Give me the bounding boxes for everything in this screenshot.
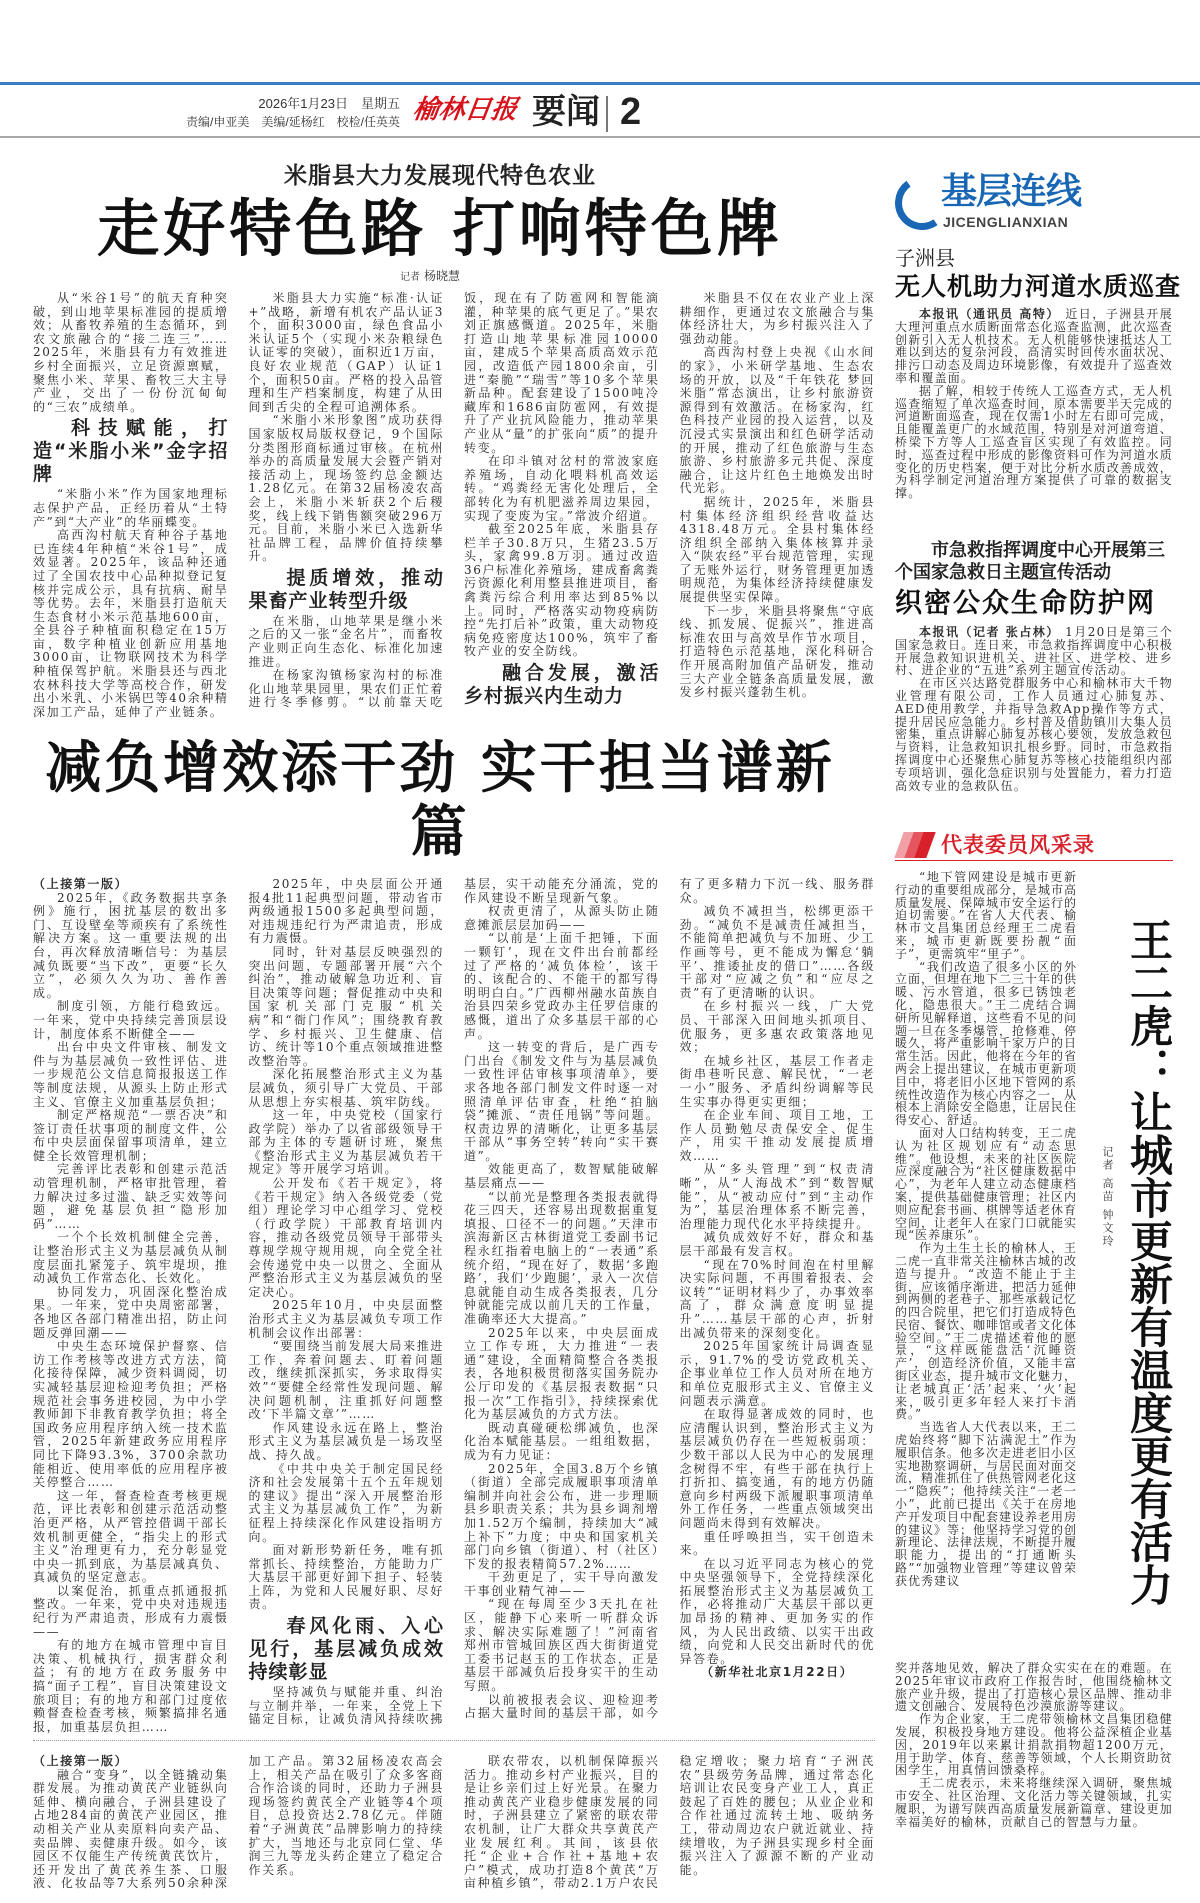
paragraph: 2025年以来，中央层面成立工作专班，大力推进“一表通”建设，全面精简整合各类报表，各地积极贯彻落实国务院办公厅印发的《基层报表数据“只报一次”工作指引》，持续探索优化为基层减负的方式方法。 — [464, 1325, 660, 1422]
paragraph: 据统计，2025年，米脂县村集体经济组织经营收益达4318.48万元。全县村集体经济组织全部纳入集体核算并录入“陕农经”平台规范管理，实现了无账外运行，财务管理更加透明规范，为集体经济持续健康发展提供坚实保障。 — [679, 494, 875, 605]
bottom-article-body — [33, 1755, 875, 1891]
paragraph: 作风建设永远在路上，整治形式主义为基层减负是一场攻坚战、持久战。 — [248, 1420, 444, 1462]
paragraph: 作为企业家，王二虎带领榆林文昌集团稳健发展，积极投身地方建设。他将公益深植企业基因，2019年以来累计捐款捐物超1200万元，用于助学、体育、慈善等领域，个人长期资助贫困学生，用真情回馈桑梓。 — [895, 1712, 1173, 1778]
story1-lead-wrap — [895, 308, 1173, 385]
paragraph: 重任呼唤担当，实干创造未来。 — [679, 1529, 875, 1558]
continued-from-label: （上接第一版） — [33, 877, 129, 891]
paragraph: “现在70%时间泡在村里解决实际问题，不再围着报表、会议转”“证明材料少了，办事效率高了，群众满意度明显提升”……基层干部的心声，折射出减负带来的深刻变化。 — [679, 1257, 875, 1340]
paragraph: 高西沟村航天育种谷子基地已连续4年种植“米谷1号”，成效显著。2025年，该品种还通过了全国农技中心品种拟登记复核并完成公示，具有抗病、耐旱等优势。去年，米脂县打造航天生态食材小米示范基地600亩，全县谷子种植面积稳定在15万亩，数字种植业创新应用基地3000亩，让物联网技术为科学种植保驾护航。米脂县还与西北农林科技大学等高校合作，研发出小米乳、小米锅巴等40余种精深加工产品，延伸了产业链条。 — [33, 528, 229, 719]
paragraph: 完善评比表彰和创建示范活动管理机制，严格审批管理，着力解决过多过滥、缺乏实效等问题，避免基层负担“隐形加码”…… — [33, 1162, 229, 1231]
profile-body-wide — [895, 1662, 1173, 1828]
profile-headline: 王二虎：让城市更新有温度更有活力 — [1123, 918, 1173, 1606]
paragraph: 下一步，米脂县将聚焦“守底线、抓发展、促振兴”，推进高标准农田与高效旱作节水项目，打造特色示范基地，深化科研合作开展高附加值产品研发，推动三大产业全链条高质量发展，激发乡村振兴蓬勃生机。 — [679, 603, 875, 700]
masthead-divider — [606, 96, 608, 132]
paragraph: 在取得显著成效的同时，也应清醒认识到，整治形式主义为基层减负仍存在一些短板弱项：少数干部以人民为中心的发展理念树得不牢，有些干部在执行上打折扣、搞变通，有的地方仍随意向乡村两级下派履职事项清单外工作任务，一些重点领域突出问题尚未得到有效解决。 — [679, 1407, 875, 1530]
paragraph: 公开发布《若干规定》，将《若干规定》纳入各级党委（党组）理论学习中心组学习、党校（行政学院）干部教育培训内容，推动各级党员领导干部带头尊规学规守规用规，向全党全社会传递党中央一以贯之、全面从严整治形式主义为基层减负的坚定决心。 — [248, 1176, 444, 1299]
paragraph: 融合“变身”，以全链撬动集群发展。为推动黄芪产业链纵向延伸、横向融合，子洲县建设了占地284亩的黄芪产业园区，推动相关产业从卖原料向卖产品、卖品牌、卖健康升级。如今，该园区不仅能生产传统黄芪饮片，还开发出了黄芪养生茶、口服液、化妆品等7大系列50余种深加工产品。第32届杨凌农高会上，相关产品在吸引了众多客商合作洽谈的同时，还助力子洲县现场签约黄芪全产业链等4个项目，总投资达2.78亿元。伴随着“子洲黄芪”品牌影响力的持续扩大，当地还与北京同仁堂、华润三九等龙头药企建立了稳定合作关系。 — [33, 1754, 444, 1891]
logo-title: 基层连线 — [941, 171, 1082, 212]
main-article-kicker: 米脂县大力发展现代特色农业 — [284, 163, 596, 189]
subheading: 春风化雨、入心见行，基层减负成效持续彰显 — [248, 1615, 444, 1684]
paragraph: 从“多头管理”到“权责清晰”，从“人海战术”到“数智赋能”，从“被动应付”到“主动作为”，基层治理体系不断完善，治理能力现代化水平持续提升。 — [679, 1162, 875, 1231]
paragraph: 这一年，督查检查考核更规范，评比表彰和创建示范活动整治更严格，从严管控借调干部长效机制更健全，“指尖上的形式主义”治理更有力，充分彰显党中央一抓到底，为基层减真负、真减负的坚定意志。 — [33, 1488, 229, 1585]
continued-from-label: （上接第一版） — [33, 1754, 129, 1768]
story2-kicker: 市急救指挥调度中心开展第三个国家急救日主题宣传活动 — [895, 540, 1165, 583]
profile-byline: 记者 高苗 钟文玲 — [1101, 1146, 1114, 1248]
paragraph: 这一转变的背后，是广西专门出台《制发文件与为基层减负一致性评估审核事项清单》，要求各地各部门制发文件时逐一对照清单评估审查，杜绝“拍脑袋”摊派、“责任甩锅”等问题。权责边界的清晰化，让更多基层干部从“事务空转”转向“实干赛道”。 — [464, 1040, 660, 1163]
column-header-representatives — [895, 832, 1173, 861]
page-number: 2 — [620, 91, 642, 133]
paragraph: “我们改造了很多小区的外立面，但埋在地下二三十年的供暖、污水管道，很多已锈蚀老化，隐患很大。”王二虎结合调研所见解释道，这些看不见的问题一旦在冬季爆管，抢修难、停暖久，将严重影响千家万户的日常生活。因此，他将在今年的省两会上提出建议，在城市更新项目中，将老旧小区地下管网的系统性改造作为核心内容之一，从根本上消除安全隐患，让居民住得安心、舒适。 — [895, 959, 1078, 1128]
paragraph: 2025年，中央层面公开通报4批11起典型问题，带动省市两级通报1500多起典型问题，对违规违纪行为严肃追责，形成有力震慑。 — [248, 877, 444, 946]
paragraph: 中央生态环境保护督察、信访工作考核等改进方式方法，简化接待保障，减少资料调阅，切实减轻基层迎检迎考负担；严格规范社会事务进校园，为中小学教师卸下非教育教学负担；将全国政务应用程序纳入统一技术监管，2025年新建政务应用程序同比下降93.3%，3700余款功能相近、使用率低的应用程序被关停整合…… — [33, 1339, 229, 1490]
paragraph: 一个个长效机制健全完善，让整治形式主义为基层减负从制度层面扎紧笼子、筑牢堤坝，推动减负工作常态化、长效化。 — [33, 1230, 229, 1286]
paragraph: 减负成效好不好，群众和基层干部最有发言权。 — [679, 1230, 875, 1259]
section-name: 要闻 — [532, 93, 600, 131]
logo-pinyin: JICENGLIANXIAN — [943, 214, 1069, 230]
paragraph: “现在每周至少3天扎在社区，能静下心来听一听群众诉求、解决实际难题了！”河南省郑州市管城回族区西大街街道党工委书记赵玉的工作状态，正是基层干部减负后投身实干的生动写照。 — [464, 1597, 660, 1694]
paragraph: 干劲更足了，实干导向激发干事创业精气神—— — [464, 1570, 660, 1598]
paragraph: 权责更清了，从源头防止随意摊派层层加码—— — [464, 904, 660, 932]
editor-credits: 责编/申亚美 美编/延杨红 校检/任英英 — [185, 115, 400, 129]
story2-headline: 织密公众生命防护网 — [895, 588, 1156, 619]
paragraph: 出台中央文件审核、制发文件与为基层减负一致性评估、进一步规范公文信息简报报送工作等制度法规，从源头上防止形式主义、官僚主义加重基层负担； — [33, 1040, 229, 1109]
main-article-body — [33, 292, 875, 719]
paragraph: 坚持减负与赋能并重、纠治与立制并举，一年来，全党上下锚定目标，让减负清风持续吹拂基层，实干动能充分涌流，党的作风建设不断呈现新气象。 — [248, 877, 660, 1727]
story1-body — [895, 308, 1173, 500]
second-article-headline: 减负增效添干劲 实干担当谱新篇 — [45, 735, 835, 865]
paragraph: 高西沟村登上央视《山水间的家》，小米研学基地、生态农场的开放，以及“千年铁花 梦回米脂”常态演出，让乡村旅游资源得到有效激活。在杨家沟，红色科技产业园的投入运营，以及沉浸式实景演出和红色研学活动的开展，推动了红色旅游与生态旅游、乡村旅游多元共促、深度融合，让这片红色土地焕发出时代光彩。 — [679, 345, 875, 496]
grassroots-column-logo — [895, 172, 1095, 232]
paragraph: 2025年，《政务数据共享条例》施行，困扰基层的数出多门、互设壁垒等顽疾有了系统性解决方案。这一重要法规的出台，再次释放清晰信号：为基层减负既要“当下改”，更要“长久立”，必须久久为功、善作善成。 — [33, 890, 229, 1000]
paragraph: 在城乡社区，基层工作者走街串巷听民意、解民忧，“一老一小”服务、矛盾纠纷调解等民生实事办得更实更细； — [679, 1053, 875, 1109]
paragraph: 作为土生土长的榆林人，王二虎一直非常关注榆林古城的改造与提升。“改造不能止于主街，应该循序渐进，把活力延伸到两侧的老巷子、那些承载记忆的四合院里，把它们打造成特色民宿、餐饮、咖啡馆或者文化体验空间。”王二虎描述着他的愿景，“这样既能盘活‘沉睡资产’，创造经济价值，又能丰富街区业态，提升城市文化魅力，让老城真正‘活’起来、‘火’起来，吸引更多年轻人来打卡消费。” — [895, 1241, 1078, 1422]
subheading: 融合发展，激活乡村振兴内生动力 — [464, 662, 660, 708]
paragraph: “以前是‘上面千把锤，下面一颗钉’，现在文件出台前都经过了严格的‘减负体检’，该干的、该配合的、不能干的都写得明明白白。”广西柳州融水苗族自治县四荣乡党政办主任罗信康的感慨，道出了众多基层干部的心声。 — [464, 931, 660, 1041]
paragraph: 当选省人大代表以来，王二虎始终将“脚下沾满泥土”作为履职信条。他多次走进老旧小区实地勘察调研，与居民面对面交流，精准抓住了供热管网老化这一“隐疾”；他持续关注“一老一小”，此前已提出《关于在房地产开发项目中配套建设养老用房的建议》等；他坚持学习党的创新理论、法律法规，不断提升履职能力，提出的“打通断头路”“加强物业管理”等建议曾荣获优秀建议 — [895, 1420, 1078, 1588]
paragraph: 奖并落地见效，解决了群众实实在在的难题。在2025年审议市政府工作报告时，他围绕榆林文旅产业升级，提出了打造核心景区品牌、推动非遗文创融合、发展特色沙漠旅游等建议。 — [895, 1661, 1173, 1714]
paragraph: 既动真碰硬松绑减负，也深化治本赋能基层。一组组数据，成为有力见证： — [464, 1420, 660, 1462]
paragraph: 面对人口结构转变，王二虎认为社区规划应有“动态思维”。他设想，未来的社区医院应深度融合为“社区健康数据中心”，为老年人建立动态健康档案，提供基础健康管理；社区内则应配套书画、棋牌等适老休育空间，让老年人在家门口就能实现“医养康乐”。 — [895, 1125, 1078, 1243]
paragraph: 以案促治，抓重点抓通报抓整改。一年来，党中央对违规违纪行为严肃追责，形成有力震慑—— — [33, 1583, 229, 1639]
paragraph: 2025年10月，中央层面整治形式主义为基层减负专项工作机制会议作出部署： — [248, 1298, 444, 1340]
paragraph: 王二虎表示，未来将继续深入调研，聚焦城市安全、社区治理、文化活力等关键领域，扎实履职，为谱写陕西高质量发展新篇章、建设更加幸福美好的榆林，贡献自己的智慧与力量。 — [895, 1776, 1173, 1829]
paragraph: “米脂小米”作为国家地理标志保护产品，正经历着从“土特产”到“大产业”的华丽蝶变。 — [33, 487, 229, 529]
paragraph: 近日，子洲县开展大理河重点水质断面常态化巡查监测，此次巡查创新引入无人机技术。无人机能够快速抵达人工难以到达的复杂河段，高清实时回传水面状况、排污口动态及周边环境影像，有效提升了巡查效率和覆盖面。 — [895, 307, 1173, 385]
paragraph: 制定严格规范“一票否决”和签订责任状事项的制度文件，公布中央层面保留事项清单，建立健全长效管理机制； — [33, 1108, 229, 1163]
subheading: 提质增效，推动果畜产业转型升级 — [248, 566, 444, 612]
paragraph: 以前被报表会议、迎检迎考占据大量时间的基层干部，如今有了更多精力下沉一线、服务群众。 — [464, 877, 875, 1721]
section-divider — [33, 1740, 875, 1741]
profile-body-narrow — [895, 871, 1077, 1588]
paragraph: 深化拓展整治形式主义为基层减负，须引导广大党员、干部从思想上夯实根基、筑牢防线。 — [248, 1067, 444, 1109]
story2-body — [895, 626, 1173, 792]
paragraph: 米脂县不仅在农业产业上深耕细作，更通过农文旅融合与集体经济壮大，为乡村振兴注入了强劲动能。 — [679, 291, 875, 346]
paragraph: 在市区兴达路党群服务中心和榆林市大千物业管理有限公司，工作人员通过心肺复苏、AED使用教学，并指导急救App操作等方式，提升居民应急能力。乡村普及借助镇川大集人员密集，重点讲解心肺复苏核心要领，发放急救包与资料，让急救知识扎根乡野。同时，市急救指挥调度中心还聚焦心肺复苏等核心技能组织内部专项培训，强化急症识别与处置能力，着力打造高效专业的急救队伍。 — [895, 676, 1173, 793]
paragraph: 在企业车间、项目工地，工作人员勤勉尽责保安全、促生产，用实干推动发展提质增效…… — [679, 1108, 875, 1163]
paragraph: “要围绕当前发展大局来推进工作，奔着问题去、盯着问题改，继续抓深抓实，务求取得实效”“要健全经常性发现问题、解决问题机制，注重抓好问题整改‘下半篇文章’”…… — [248, 1339, 444, 1422]
story1-lead: 本报讯（通讯员 高特） — [919, 307, 1060, 321]
paragraph: 在米脂，山地苹果是继小米之后的又一张“金名片”，而畜牧产业则正向生态化、标准化加速推进。 — [248, 613, 444, 669]
paragraph: 面对新形势新任务，唯有抓常抓长、持续整治，方能助力广大基层干部更好卸下担子、轻装上阵，为党和人民履好职、尽好责。 — [248, 1543, 444, 1612]
paragraph: 从“米谷1号”的航天育种突破，到山地苹果标准园的提质增效；从畜牧养殖的生态循环，到农文旅融合的“接二连三”……2025年，米脂县有力有效推进乡村全面振兴，立足资源禀赋，聚焦小米、苹果、畜牧三大主导产业，交出了一份份沉甸甸的“三农”成绩单。 — [33, 291, 229, 414]
paragraph: 据了解，相较于传统人工巡查方式，无人机巡查缩短了单次巡查时间，原本需要半天完成的河道断面巡查，现在仅需1小时左右即可完成，且能覆盖更广的水域范围，特别是对河道弯道、桥梁下方等人工巡查盲区实现了有效监控。同时，巡查过程中形成的影像资料可作为河道水质变化的历史档案，便于对比分析水质改善成效，为科学制定河道治理方案提供了可靠的数据支撑。 — [895, 383, 1173, 501]
story2-lead: 本报讯（记者 张占林） — [919, 625, 1060, 639]
newspaper-logo: 榆林日报 — [410, 95, 520, 125]
masthead-top-rule — [0, 82, 1200, 85]
paragraph: 制度引领，方能行稳致远。一年来，党中央持续完善顶层设计，制度体系不断健全—— — [33, 999, 229, 1041]
paragraph: 这一年，中央党校（国家行政学院）举办了以省部级领导干部为主体的专题研讨班，聚焦《整治形式主义为基层减负若干规定》等开展学习培训。 — [248, 1108, 444, 1177]
story1-kicker: 子洲县 — [895, 246, 955, 270]
paragraph: 在乡村振兴一线，广大党员、干部深入田间地头抓项目、优服务，更多惠农政策落地见效； — [679, 999, 875, 1055]
paragraph: “以前光是整理各类报表就得花三四天，还容易出现数据重复填报、口径不一的问题。”天津市滨海新区古林街道党工委副书记程永红指着电脑上的“一表通”系统介绍，“现在好了，数据‘多跑路’，我们‘少跑腿’，录入一次信息就能自动生成各类报表，几分钟就能完成以前几天的工作量，准确率还大大提高。” — [464, 1189, 660, 1326]
paragraph: 在印斗镇对岔村的常波家庭养殖场，自动化喂料机高效运转。“鸡粪经无害化处理后，全部转化为有机肥滋养周边果园，实现了变废为宝。”常波介绍道。 — [464, 454, 660, 523]
paragraph: 《中共中央关于制定国民经济和社会发展第十五个五年规划的建议》提出“深入开展整治形式主义为基层减负工作”，为新征程上持续深化作风建设指明方向。 — [248, 1461, 444, 1544]
paragraph: 减负不减担当，松绑更添干劲。“减负不是减责任减担当，不能简单把减负与不加班、少工作画等号，更不能成为懈怠‘躺平’、推诿扯皮的借口”……各级干部对“应减之负”和“应尽之责”有了更清晰的认识。 — [679, 904, 875, 1000]
paragraph: 米脂县大力实施“标准·认证+”战略，新增有机农产品认证3个，面积3000亩，绿色食品小米认证5个（实现小米杂粮绿色认证零的突破），面积近1万亩，良好农业规范（GAP）认证1个，面积50亩。严格的投入品管理和生产档案制度，构建了从田间到舌尖的全程可追溯体系。 — [248, 291, 444, 414]
paragraph: 协同发力，巩固深化整治成果。一年来，党中央周密部署，各地区各部门精准出招，防止问题反弹回潮—— — [33, 1284, 229, 1340]
paragraph: 在以习近平同志为核心的党中央坚强领导下，全党持续深化拓展整治形式主义为基层减负工作，必将推动广大基层干部以更加昂扬的精神、更加务实的作风，为人民出政绩、以实干出政绩，向党和人民交出新时代的优异答卷。 — [679, 1556, 875, 1666]
paragraph: 截至2025年底，米脂县存栏羊子30.8万只，生猪23.5万头，家禽99.8万羽。通过改造36户标准化养殖场，建成畜禽粪污资源化利用整县推进项目，畜禽粪污综合利用率达到85%以上。同时，严格落实动物疫病防控“先打后补”政策，重大动物疫病免疫密度达100%，筑牢了畜牧产业的安全防线。 — [464, 522, 660, 659]
paragraph: 2025年国家统计局调查显示，91.7%的受访党政机关、企事业单位工作人员对所在地方和单位克服形式主义、官僚主义问题表示满意。 — [679, 1339, 875, 1408]
story1-headline: 无人机助力河道水质巡查 — [895, 272, 1182, 301]
paragraph: 联农带农，以机制保障振兴活力。推动乡村产业振兴，目的是让乡亲们过上好光景。在聚力推动黄芪产业稳步健康发展的同时，子洲县建立了紧密的联农带农机制，让广大群众共享黄芪产业发展红利。其间，该县依托“企业+合作社+基地+农户”模式，成功打造8个黄芪“万亩种植乡镇”，带动2.1万户农民稳定增收；聚力培育“子洲芪农”县级劳务品牌，通过常态化培训让农民变身产业工人，真正鼓起了百姓的腰包；从业企业和合作社通过流转土地、吸纳务工，带动周边农户就近就业、持续增收，为子洲县实现乡村全面振兴注入了源源不断的产业动能。 — [464, 1754, 875, 1891]
subheading: 科技赋能，打造“米脂小米”金字招牌 — [33, 417, 229, 486]
story2-lead-wrap — [895, 626, 1173, 677]
paragraph: 有的地方在城市管理中盲目决策、机械执行，损害群众利益；有的地方在政务服务中搞“面子工程”，盲目决策建设文旅项目；有的地方和部门过度依赖督查检查考核，频繁搞排名通报，加重基层负担…… — [33, 1638, 229, 1734]
byline-name: 杨晓慧 — [424, 269, 461, 283]
issue-date: 2026年1月23日 星期五 — [258, 96, 400, 111]
paragraph: 同时，针对基层反映强烈的突出问题，专题部署开展“六个纠治”，推动破解急功近利、盲目决策等问题；督促推动中央和国家机关部门克服“机关病”和“衙门作风”；围绕教育教学、乡村振兴、卫生健康、信访、统计等10个重点领域推进整改整治等。 — [248, 944, 444, 1068]
paragraph: 1月20日是第三个国家急救日。连日来，市急救指挥调度中心积极开展急救知识进机关、进社区、进学校、进乡村、进企业的“五进”系列主题宣传活动。 — [895, 625, 1173, 678]
byline-role: 记者 — [400, 272, 420, 283]
paragraph: 2025年，全国3.8万个乡镇（街道）全部完成履职事项清单编制并向社会公布，进一步理顺县乡职责关系；共为县乡调剂增加1.52万个编制，持续加大“减上补下”力度；中央和国家机关部门向乡镇（街道）、村（社区）下发的报表精简57.2%…… — [464, 1461, 660, 1571]
paragraph: 效能更高了，数智赋能破解基层痛点—— — [464, 1162, 660, 1191]
main-article-byline — [400, 268, 460, 286]
second-article-body — [33, 878, 875, 1734]
paragraph: 在杨家沟镇杨家沟村的标准化山地苹果园里，果农们正忙着进行冬季修剪。“以前靠天吃饭，现在有了防雹网和智能滴灌，种苹果的底气更足了。”果农刘正旗感慨道。2025年，米脂打造山地苹果标准园10000亩，建成5个苹果高质高效示范园，改造低产园1800余亩，引进“秦脆”“瑞雪”等10多个苹果新品种。配套建设了1500吨冷藏库和1686亩防雹网，有效提升了产业抗风险能力，推动苹果产业从“量”的扩张向“质”的提升转变。 — [248, 291, 660, 710]
masthead-bottom-rule — [0, 136, 1200, 138]
dateline: （新华社北京1月22日） — [701, 1665, 854, 1680]
main-article-headline: 走好特色路 打响特色牌 — [97, 192, 783, 265]
paragraph: “米脂小米形象图”成功获得国家版权局版权登记，9个国际分类图形商标通过审核。在杭州举办的高质量发展大会暨产销对接活动上，现场签约总金额达1.28亿元。在第32届杨凌农高会上，米脂小米斩获2个后稷奖，线上线下销售额突破296万元。目前，米脂小米已入选新华社品牌工程，品牌价值持续攀升。 — [248, 413, 444, 564]
column-title: 代表委员风采录 — [941, 833, 1095, 857]
paragraph: “地下管网建设是城市更新行动的重要组成部分，是城市高质量发展、保障城市安全运行的迫切需要。”在省人大代表、榆林市文昌集团总经理王二虎看来，城市更新既要扮靓“面子”，更需筑牢“里子”。 — [895, 870, 1078, 961]
